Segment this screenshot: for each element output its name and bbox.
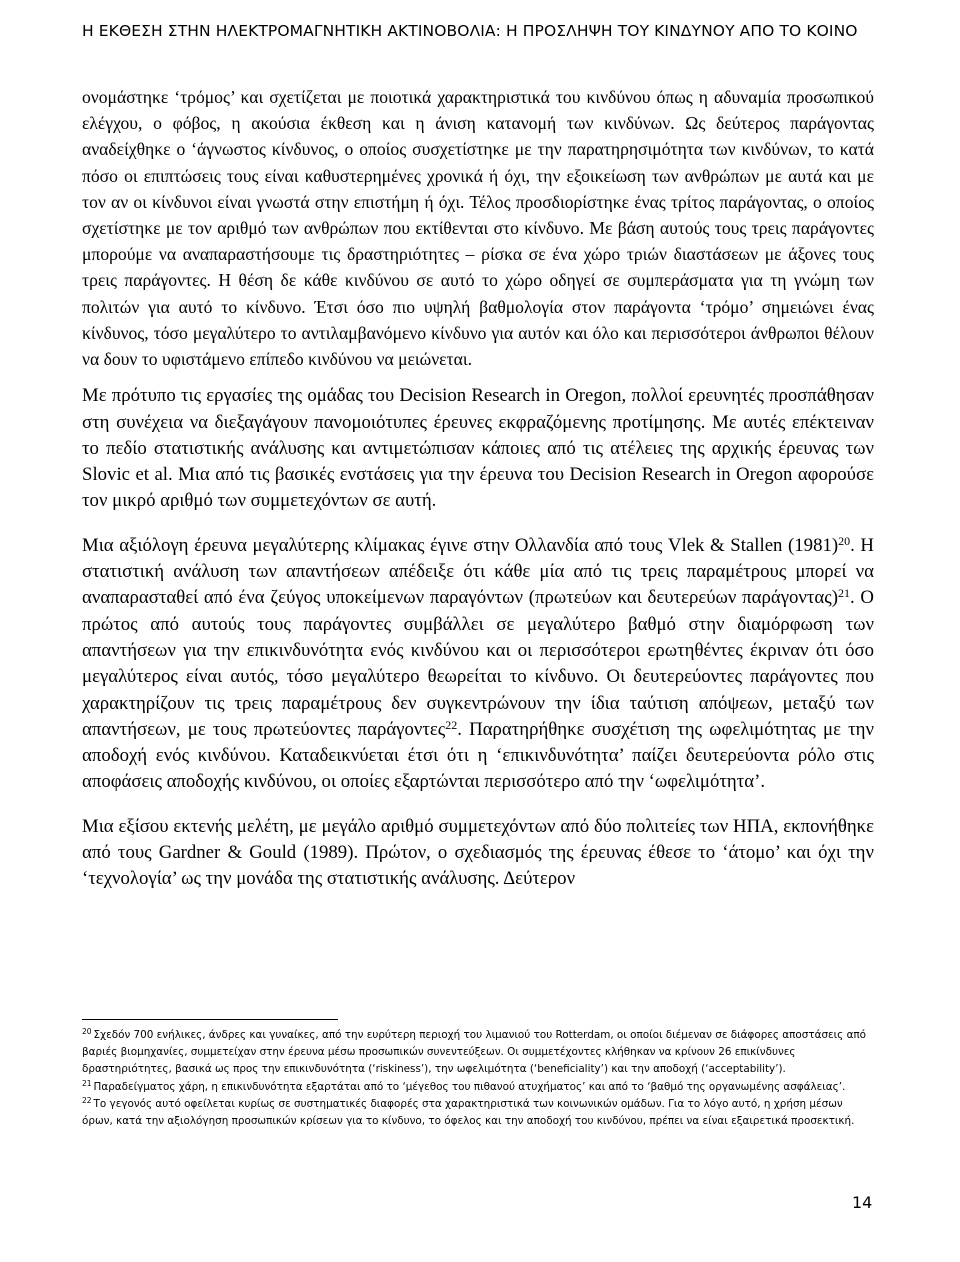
footnote-22 bbox=[82, 1096, 874, 1130]
footnote-number: 21 bbox=[82, 1078, 92, 1088]
footnote-text: Σχεδόν 700 ενήλικες, άνδρες και γυναίκες, από την ευρύτερη περιοχή του λιμανιού του Rotterdam, οι οποίοι διέμεναν σε διάφορες αποστάσεις από βαριές βιομηχανίες, συμμετείχαν στην έρευνα μέσω προσωπικών συνεντεύξεων. Οι συμμετέχοντες κλήθηκαν να κρίνουν 26 επικίνδυνες δραστηριότητες, βασικά ως προς την επικινδυνότητα (‘riskiness’), την ωφελιμότητα (‘beneficiality’) και την αποδοχή (‘acceptability’). bbox=[82, 1029, 867, 1076]
footnote-number: 20 bbox=[82, 1027, 92, 1036]
footnote-text: Παραδείγματος χάρη, η επικινδυνότητα εξαρτάται από το ‘μέγεθος του πιθανού ατυχήματος’ και από το ‘βαθμό της οργανωμένης ασφάλειας’. bbox=[93, 1080, 846, 1093]
paragraph-4: Μια εξίσου εκτενής μελέτη, με μεγάλο αριθμό συμμετεχόντων από δύο πολιτείες των ΗΠΑ, εκπονήθηκε από τους Gardner & Gould (1989). Πρώτον, ο σχεδιασμός της έρευνας έθεσε το ‘άτομο’ και όχι την ‘τεχνολογία’ ως την μονάδα της στατιστικής ανάλυσης. Δεύτερον bbox=[82, 815, 874, 890]
footnotes bbox=[82, 1027, 874, 1130]
footnote-20 bbox=[82, 1027, 874, 1079]
body-text bbox=[82, 84, 874, 893]
footnote-number: 22 bbox=[82, 1095, 92, 1105]
footnote-text: Το γεγονός αυτό οφείλεται κυρίως σε συστηματικές διαφορές στα χαρακτηριστικά των κοινωνικών ομάδων. Για το λόγο αυτό, η χρήση μέσων όρων, κατά την αξιολόγηση προσωπικών κρίσεων για το κίνδυνο, το όφελος και την αποδοχή του κινδύνου, πρέπει να είναι εξαιρετικά προσεκτική. bbox=[82, 1097, 855, 1128]
paragraph-2: Με πρότυπο τις εργασίες της ομάδας του Decision Research in Oregon, πολλοί ερευνητές προσπάθησαν στη συνέχεια να διεξαγάγουν πανομοιότυπες έρευνες εκφραζόμενης προτίμησης. Με αυτές επέκτειναν το πεδίο στατιστικής ανάλυσης και αντιμετώπισαν κάποιες από τις ατέλειες της αρχικής έρευνας των Slovic et al. Μια από τις βασικές ενστάσεις για την έρευνα του Decision Research in Oregon αφορούσε τον μικρό αριθμό των συμμετεχόντων σε αυτή. bbox=[82, 385, 874, 512]
paragraph-3 bbox=[82, 533, 874, 796]
paragraph-1: ονομάστηκε ‘τρόμος’ και σχετίζεται με ποιοτικά χαρακτηριστικά του κινδύνου όπως η αδυναμία προσωπικού ελέγχου, ο φόβος, η ακούσια έκθεση και η άνιση κατανομή των κινδύνων. Ως δεύτερος παράγοντας αναδείχθηκε ο ‘άγνωστος κίνδυνος, ο οποίος συσχετίστηκε με την παρατηρησιμότητα των κινδύνων, το κατά πόσο οι επιπτώσεις τους είναι καθυστερημένες χρονικά ή όχι, την εξοικείωση των ανθρώπων με αυτά και με τον αν οι κίνδυνοι είναι γνωστά στην επιστήμη ή όχι. Τέλος προσδιορίστηκε ένας τρίτος παράγοντας, ο οποίος σχετίστηκε με τον αριθμό των ανθρώπων που εκτίθενται στο κίνδυνο. Με βάση αυτούς τους τρεις παράγοντες μπορούμε να αναπαραστήσουμε τις δραστηριότητες – ρίσκα σε ένα χώρο τριών διαστάσεων με άξονες τους τρεις παράγοντες. Η θέση δε κάθε κινδύνου σε αυτό το χώρο οδηγεί σε συμπεράσματα για τη γνώμη των πολιτών για αυτό το κίνδυνο. Έτσι όσο πιο υψηλή βαθμολογία στον παράγοντα ‘τρόμο’ σημειώνει ένας κίνδυνος, τόσο μεγαλύτερο το αντιλαμβανόμενο κίνδυνο για αυτόν και όλο και περισσότεροι άνθρωποι θέλουν να δουν το υφιστάμενο επίπεδο κινδύνου να μειώνεται. bbox=[82, 87, 874, 370]
paragraph-3-text: Μια αξιόλογη έρευνα μεγαλύτερης κλίμακας έγινε στην Ολλανδία από τους Vlek & Stallen (1981) bbox=[82, 534, 839, 556]
page-number: 14 bbox=[852, 1193, 873, 1212]
paragraph-3-text: . Ο πρώτος από αυτούς τους παράγοντες συμβάλλει σε μεγαλύτερο βαθμό στην διαμόρφωση των απαντήσεων για την επικινδυνότητα ενός κινδύνου και οι περισσότεροι ερωτηθέντες έκριναν ότι όσο μεγαλύτερος είναι αυτός, τόσο μεγαλύτερο θεωρείται το κίνδυνο. Οι δευτερεύοντες παράγοντες που χαρακτηρίζουν τις τρεις παραμέτρους δεν συγκεντρώνουν την ίδια ταύτιση απόψεων, μεταξύ των απαντήσεων, με τους πρωτεύοντες παράγοντες bbox=[82, 587, 874, 740]
footnote-separator bbox=[82, 1019, 338, 1020]
paragraph-3-text: . Παρατηρήθηκε συσχέτιση της ωφελιμότητας με την αποδοχή ενός κινδύνου. Καταδεικνύεται έτσι ότι η ‘επικινδυνότητα’ παίζει δευτερεύοντα ρόλο στις αποφάσεις αποδοχής κινδύνου, οι οποίες εξαρτώνται περισσότερο από την ‘ωφελιμότητα’. bbox=[82, 718, 875, 793]
footnote-ref-22[interactable]: 22 bbox=[445, 717, 458, 732]
footnote-ref-21[interactable]: 21 bbox=[837, 586, 850, 601]
footnote-ref-20[interactable]: 20 bbox=[838, 533, 851, 548]
paragraph-3-text: . Η στατιστική ανάλυση των απαντήσεων απέδειξε ότι κάθε μία από τις τρεις παραμέτρους μπορεί να αναπαρασταθεί από ένα ζεύγος υποκείμενων παραγόντων (πρωτεύων και δευτερεύων παράγοντας) bbox=[82, 534, 874, 609]
running-header: Η ΕΚΘΕΣΗ ΣΤΗΝ ΗΛΕΚΤΡΟΜΑΓΝΗΤΙΚΗ ΑΚΤΙΝΟΒΟΛΙΑ: Η ΠΡΟΣΛΗΨΗ ΤΟΥ ΚΙΝΔΥΝΟΥ ΑΠΟ ΤΟ ΚΟΙΝΟ bbox=[82, 22, 858, 40]
footnote-21 bbox=[82, 1079, 874, 1096]
